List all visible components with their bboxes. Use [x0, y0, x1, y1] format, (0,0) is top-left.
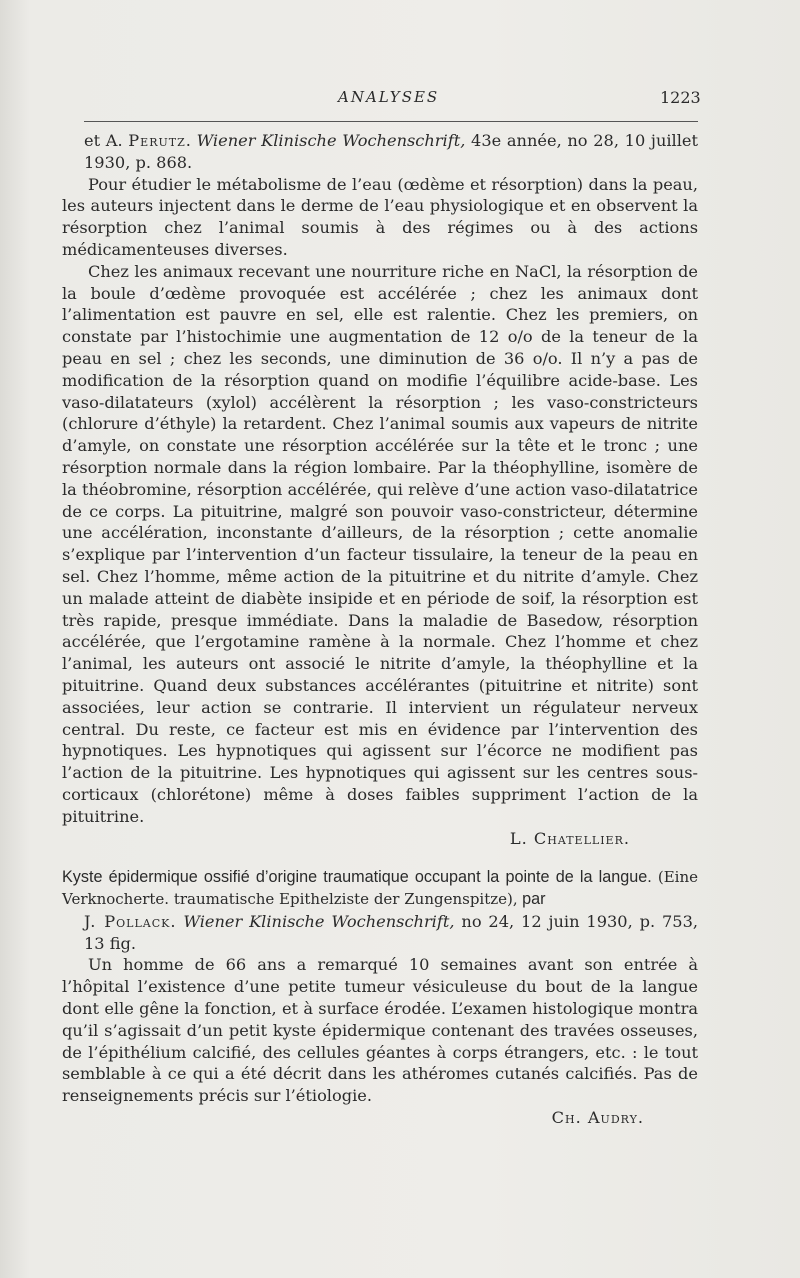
citation-journal: Wiener Klinische Wochenschrift,: [196, 131, 466, 150]
article2-author: J. Pollack.: [84, 911, 177, 931]
article2-german-title: (Eine Verknocherte. traumatische Epithelziste der Zungenspitze),: [62, 868, 699, 909]
article2-paragraph: Un homme de 66 ans a remarqué 10 semaines avant son entrée à l’hôpital l’existence d’une petite tumeur vésiculeuse du bout de la langue dont elle gêne la fonction, et à surface érodée. L’examen histologique montra qu’il s’agissait d’un petit kyste épidermique contenant des travées osseuses, de l’épithélium calcifié, des cellules géantes à corps étrangers, etc. : le tout semblable à ce qui a été décrit dans les athéromes cutanés calcifiés. Pas de renseignements précis sur l’étiologie.: [62, 955, 698, 1106]
page-number: 1223: [660, 88, 701, 107]
running-title: ANALYSES: [338, 88, 440, 106]
article2-signature: Ch. Audry.: [551, 1108, 644, 1128]
citation-details: 43e année, no 28, 10 juillet 1930, p. 868.: [84, 131, 698, 172]
article2-journal: Wiener Klinische Wochenschrift,: [183, 911, 455, 931]
article2-citation: [62, 911, 698, 955]
page-body: [62, 130, 698, 1129]
citation-author: Perutz: [128, 131, 186, 150]
article1-citation: et A. Perutz. Wiener Klinische Wochenschrift, 43e année, no 28, 10 juillet 1930, p. 868.: [84, 131, 698, 172]
article2-heading: [62, 867, 698, 911]
citation-lead: et A.: [84, 131, 129, 150]
header-rule: [84, 121, 698, 122]
article2-par: par: [522, 890, 546, 909]
article1-signature: L. Chatellier.: [509, 828, 630, 848]
article2-citation-details: no 24, 12 juin 1930, p. 753, 13 fig.: [84, 911, 699, 953]
article1-paragraph-2: Chez les animaux recevant une nourriture riche en NaCl, la résorption de la boule d’œdème provoquée est accélérée ; chez les animaux dont l’alimentation est pauvre en sel, elle est ralentie. Chez les premiers, on constate par l’histochimie une augmentation de 12 o/o de la teneur de la peau en sel ; chez les seconds, une diminution de 36 o/o. Il n’y a pas de modification de la résorption quand on modifie l’équilibre acide-base. Les vaso-dilatateurs (xylol) accélèrent la résorption ; les vaso-constricteurs (chlorure d’éthyle) la retardent. Chez l’animal soumis aux vapeurs de nitrite d’amyle, on constate une résorption accélérée sur la tête et le tronc ; une résorption normale dans la région lombaire. Par la théophylline, isomère de la théobromine, résorption accélérée, qui relève d’une action vaso-dilatatrice de ce corps. La pituitrine, malgré son pouvoir vaso-constricteur, détermine une accélération, inconstante d’ailleurs, de la résorption ; cette anomalie s’explique par l’intervention d’un facteur tissulaire, la teneur de la peau en sel. Chez l’homme, même action de la pituitrine et du nitrite d’amyle. Chez un malade atteint de diabète insipide et en période de soif, la résorption est très rapide, presque immédiate. Dans la maladie de Basedow, résorption accélérée, que l’ergotamine ramène à la normale. Chez l’homme et chez l’animal, les auteurs ont associé le nitrite d’amyle, la théophylline et la pituitrine. Quand deux substances accélérantes (pituitrine et nitrite) sont associées, leur action se contrarie. Il intervient un régulateur nerveux central. Du reste, ce facteur est mis en évidence par l’intervention des hypnotiques. Les hypnotiques qui agissent sur l’écorce ne modifient pas l’action de la pituitrine. Les hypnotiques qui agissent sur les centres sous-corticaux (chlorétone) même à doses faibles suppriment l’action de la pituitrine.: [62, 261, 698, 826]
page-header: [0, 88, 800, 112]
article1-paragraph-1: Pour étudier le métabolisme de l’eau (œdème et résorption) dans la peau, les auteurs injectent dans le derme de l’eau physiologique et en observent la résorption chez l’animal soumis à des régimes ou à des actions médicamenteuses diverses.: [62, 174, 698, 259]
article2-title: Kyste épidermique ossifié d’origine traumatique occupant la pointe de la langue.: [62, 868, 652, 887]
